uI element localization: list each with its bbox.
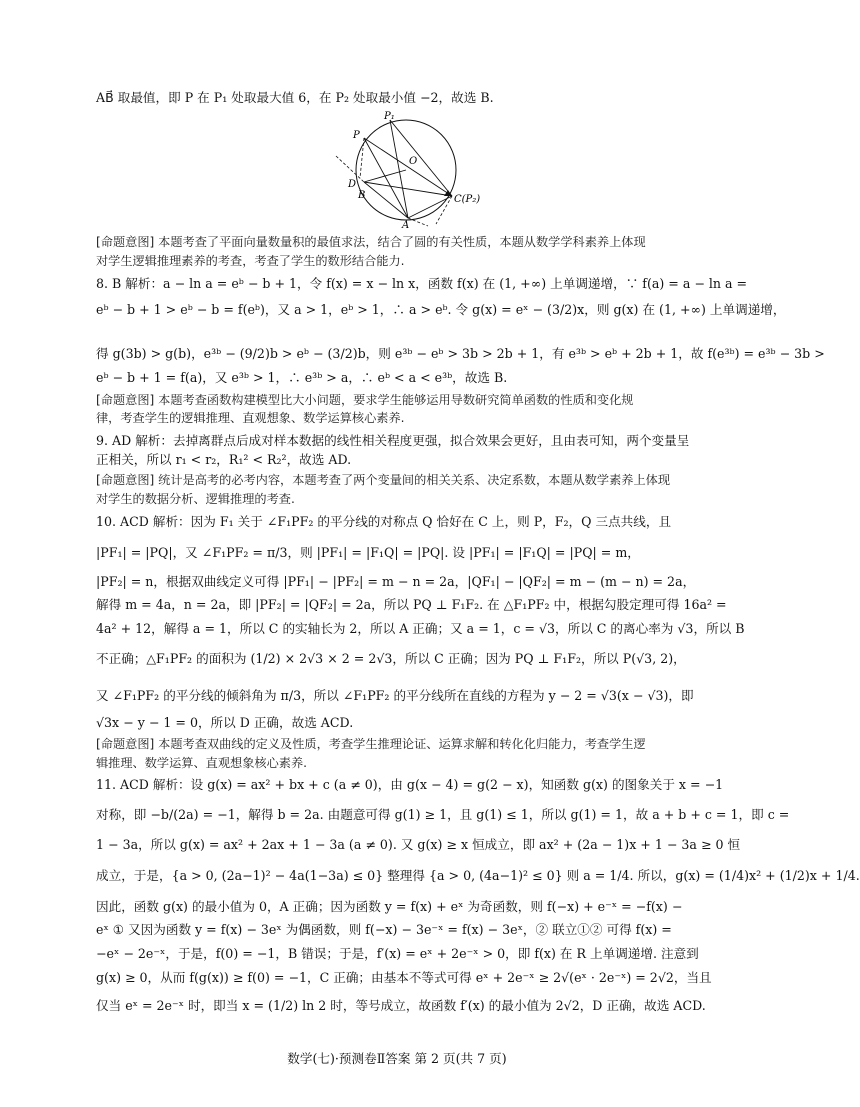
intent-9-line-1: [命题意图] 统计是高考的必考内容，本题考查了两个变量间的相关关系、决定系数，本题从数学素养上体现 — [96, 473, 671, 487]
label-o: O — [409, 156, 418, 167]
q10-line-6: 不正确；△F₁PF₂ 的面积为 (1/2) × 2√3 × 2 = 2√3，所以 C 正确；因为 PQ ⊥ F₁F₂，所以 P(√3, 2)， — [96, 651, 686, 666]
q10-line-1: 10. ACD 解析：因为 F₁ 关于 ∠F₁PF₂ 的平分线的对称点 Q 恰好在 C 上，则 P，F₂，Q 三点共线，且 — [96, 514, 672, 529]
dashed-p-d — [360, 138, 364, 178]
segment-a-p1 — [390, 120, 408, 218]
dashed-a-ext — [408, 218, 428, 226]
segment-b-c — [364, 182, 452, 196]
segment-b-o — [364, 170, 406, 182]
q10-line-7: 又 ∠F₁PF₂ 的平分线的倾斜角为 π/3，所以 ∠F₁PF₂ 的平分线所在直线的方程为 y − 2 = √3(x − √3)，即 — [96, 688, 694, 703]
q10-line-5: 4a² + 12，解得 a = 1，所以 C 的实轴长为 2，所以 A 正确；又 a = 1，c = √3，所以 C 的离心率为 √3，所以 B — [96, 621, 745, 636]
q10-line-4: 解得 m = 4a，n = 2a，即 |PF₂| = |QF₂| = 2a，所以 PQ ⊥ F₁F₂. 在 △F₁PF₂ 中，根据勾股定理可得 16a² = — [96, 597, 727, 612]
q11-line-1: 11. ACD 解析：设 g(x) = ax² + bx + c (a ≠ 0)，由 g(x − 4) = g(2 − x)，知函数 g(x) 的图象关于 x = −1 — [96, 777, 724, 792]
label-a: A — [402, 220, 410, 231]
intent-8-line-2: 律，考查学生的逻辑推理、直观想象、数学运算核心素养. — [96, 411, 405, 425]
q10-line-3: |PF₂| = n，根据双曲线定义可得 |PF₁| − |PF₂| = m − n = 2a，|QF₁| − |QF₂| = m − (m − n) = 2a， — [96, 574, 696, 589]
q10-line-8: √3x − y − 1 = 0，所以 D 正确，故选 ACD. — [96, 715, 354, 730]
intent-7-line-1: [命题意图] 本题考查了平面向量数量积的最值求法，结合了圆的有关性质，本题从数学学科素养上体现 — [96, 235, 646, 249]
q11-line-6: eˣ ① 又因为函数 y = f(x) − 3eˣ 为偶函数，则 f(−x) − 3e⁻ˣ = f(x) − 3eˣ，② 联立①② 可得 f(x) = — [96, 922, 672, 937]
q10-line-2: |PF₁| = |PQ|，又 ∠F₁PF₂ = π/3，则 |PF₁| = |F₁Q| = |PQ|. 设 |PF₁| = |F₁Q| = |PQ| = m， — [96, 545, 640, 560]
intent-10-line-2: 辑推理、数学运算、直观想象核心素养. — [96, 756, 308, 770]
q8-line-2: eᵇ − b + 1 > eᵇ − b = f(eᵇ)，又 a > 1，eᵇ > 1，∴ a > eᵇ. 令 g(x) = eˣ − (3/2)x，则 g(x) 在 (1, +∞) 上单调递增， — [96, 302, 786, 317]
q11-line-9: 仅当 eˣ = 2e⁻ˣ 时，即当 x = (1/2) ln 2 时，等号成立，故函数 f′(x) 的最小值为 2√2，D 正确，故选 ACD. — [96, 998, 706, 1013]
intro-line-1: AB⃗ 取最值，即 P 在 P₁ 处取最大值 6，在 P₂ 处取最小值 −2，故选 B. — [96, 90, 494, 105]
intent-8-line-1: [命题意图] 本题考查函数构建模型比大小问题，要求学生能够运用导数研究简单函数的性质和变化规 — [96, 393, 634, 407]
label-c-p2: C(P₂) — [454, 194, 481, 205]
intent-7-line-2: 对学生逻辑推理素养的考查，考查了学生的数形结合能力. — [96, 254, 405, 268]
q9-line-2: 正相关，所以 r₁ < r₂，R₁² < R₂²，故选 AD. — [96, 452, 352, 467]
q11-line-5: 因此，函数 g(x) 的最小值为 0，A 正确；因为函数 y = f(x) + eˣ 为奇函数，则 f(−x) + e⁻ˣ = −f(x) − — [96, 899, 683, 914]
label-p1: P₁ — [384, 111, 395, 122]
segment-p1-c — [390, 120, 452, 196]
q8-line-1: 8. B 解析：a − ln a = eᵇ − b + 1，令 f(x) = x − ln x，函数 f(x) 在 (1, +∞) 上单调递增，∵ f(a) = a − ln a = — [96, 276, 748, 291]
q11-line-3: 1 − 3a，所以 g(x) = ax² + 2ax + 1 − 3a (a ≠ 0). 又 g(x) ≥ x 恒成立，即 ax² + (2a − 1)x + 1 − 3a ≥ 0 恒 — [96, 837, 741, 852]
segment-p-c — [364, 138, 452, 196]
label-b: B — [358, 190, 366, 201]
q8-line-3: 得 g(3b) > g(b)，e³ᵇ − (9/2)b > eᵇ − (3/2)b，则 e³ᵇ − eᵇ > 3b > 2b + 1，有 e³ᵇ > eᵇ + 2b + 1，故 f(e³ᵇ) = e³ᵇ − 3b > — [96, 346, 825, 361]
q8-line-4: eᵇ − b + 1 = f(a)，又 e³ᵇ > 1，∴ e³ᵇ > a，∴ eᵇ < a < e³ᵇ，故选 B. — [96, 370, 508, 385]
segment-a-b — [364, 182, 408, 218]
q9-line-1: 9. AD 解析：去掉离群点后成对样本数据的线性相关程度更强，拟合效果会更好，且由表可知，两个变量呈 — [96, 433, 690, 448]
circle-vector-figure — [332, 111, 482, 231]
label-p: P — [353, 130, 360, 141]
label-d: D — [348, 179, 357, 190]
intent-10-line-1: [命题意图] 本题考查双曲线的定义及性质，考查学生推理论证、运算求解和转化化归能力，考查学生逻 — [96, 737, 646, 751]
page-footer: 数学(七)·预测卷Ⅱ答案 第 2 页(共 7 页) — [287, 1051, 507, 1066]
q11-line-4: 成立，于是，{a > 0, (2a−1)² − 4a(1−3a) ≤ 0} 整理得 {a > 0, (4a−1)² ≤ 0} 则 a = 1/4. 所以，g(x) = (1/4)x² + (1/2)x + 1/4. — [96, 868, 860, 883]
q11-line-7: −eˣ − 2e⁻ˣ，于是，f(0) = −1，B 错误；于是，f′(x) = eˣ + 2e⁻ˣ > 0，即 f(x) 在 R 上单调递增. 注意到 — [96, 946, 699, 961]
intent-9-line-2: 对学生的数据分析、逻辑推理的考查. — [96, 492, 295, 506]
q11-line-8: g(x) ≥ 0，从而 f(g(x)) ≥ f(0) = −1，C 正确；由基本不等式可得 eˣ + 2e⁻ˣ ≥ 2√(eˣ · 2e⁻ˣ) = 2√2，当且 — [96, 970, 712, 985]
q11-line-2: 对称，即 −b/(2a) = −1，解得 b = 2a. 由题意可得 g(1) ≥ 1，且 g(1) ≤ 1，所以 g(1) = 1，故 a + b + c = 1，即 c = — [96, 807, 790, 822]
